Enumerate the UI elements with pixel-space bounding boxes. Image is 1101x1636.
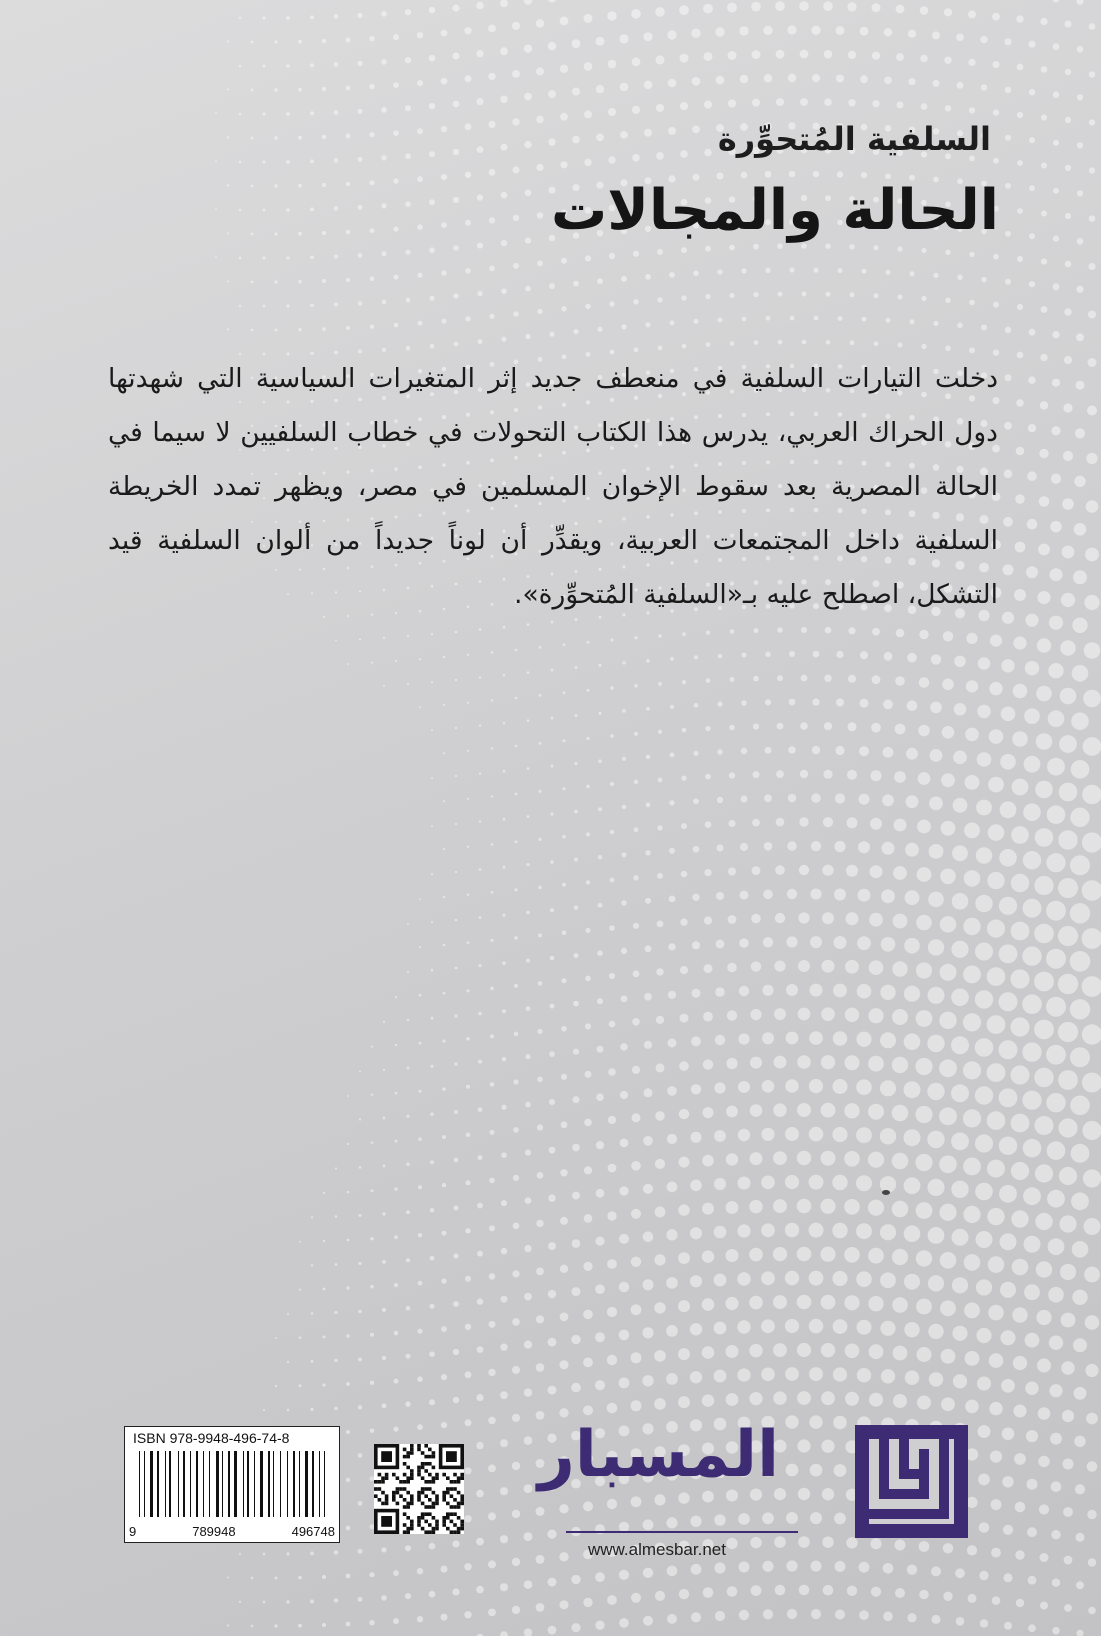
isbn-label: ISBN 978-9948-496-74-8 bbox=[133, 1430, 290, 1446]
barcode-digits bbox=[129, 1524, 335, 1539]
book-title: الحالة والمجالات bbox=[550, 178, 999, 243]
barcode-digit-prefix: 9 bbox=[129, 1524, 137, 1539]
cover-blemish bbox=[882, 1190, 890, 1195]
publisher-website[interactable]: www.almesbar.net bbox=[588, 1540, 726, 1559]
isbn-barcode bbox=[124, 1426, 340, 1543]
book-description: دخلت التيارات السلفية في منعطف جديد إثر المتغيرات السياسية التي شهدتها دول الحراك العربي، يدرس هذا الكتاب التحولات في خطاب السلفيين لا سيما في الحالة المصرية بعد سقوط الإخوان المسلمين في مصر، ويظهر تمدد الخريطة السلفية داخل المجتمعات العربية، ويقدِّر أن لوناً جديداً من ألوان السلفية قيد التشكل، اصطلح عليه بـ«السلفية المُتحوِّرة». bbox=[108, 363, 998, 610]
publisher-divider bbox=[566, 1531, 798, 1533]
qr-code-icon[interactable] bbox=[374, 1444, 464, 1534]
barcode-bars bbox=[137, 1451, 329, 1521]
almesbar-kufic-logo-icon bbox=[855, 1425, 968, 1538]
barcode-digit-group-1: 789948 bbox=[192, 1524, 236, 1539]
publisher-name: المسبار bbox=[538, 1418, 779, 1492]
barcode-digit-group-2: 496748 bbox=[291, 1524, 335, 1539]
book-subtitle: السلفية المُتحوِّرة bbox=[717, 120, 991, 158]
